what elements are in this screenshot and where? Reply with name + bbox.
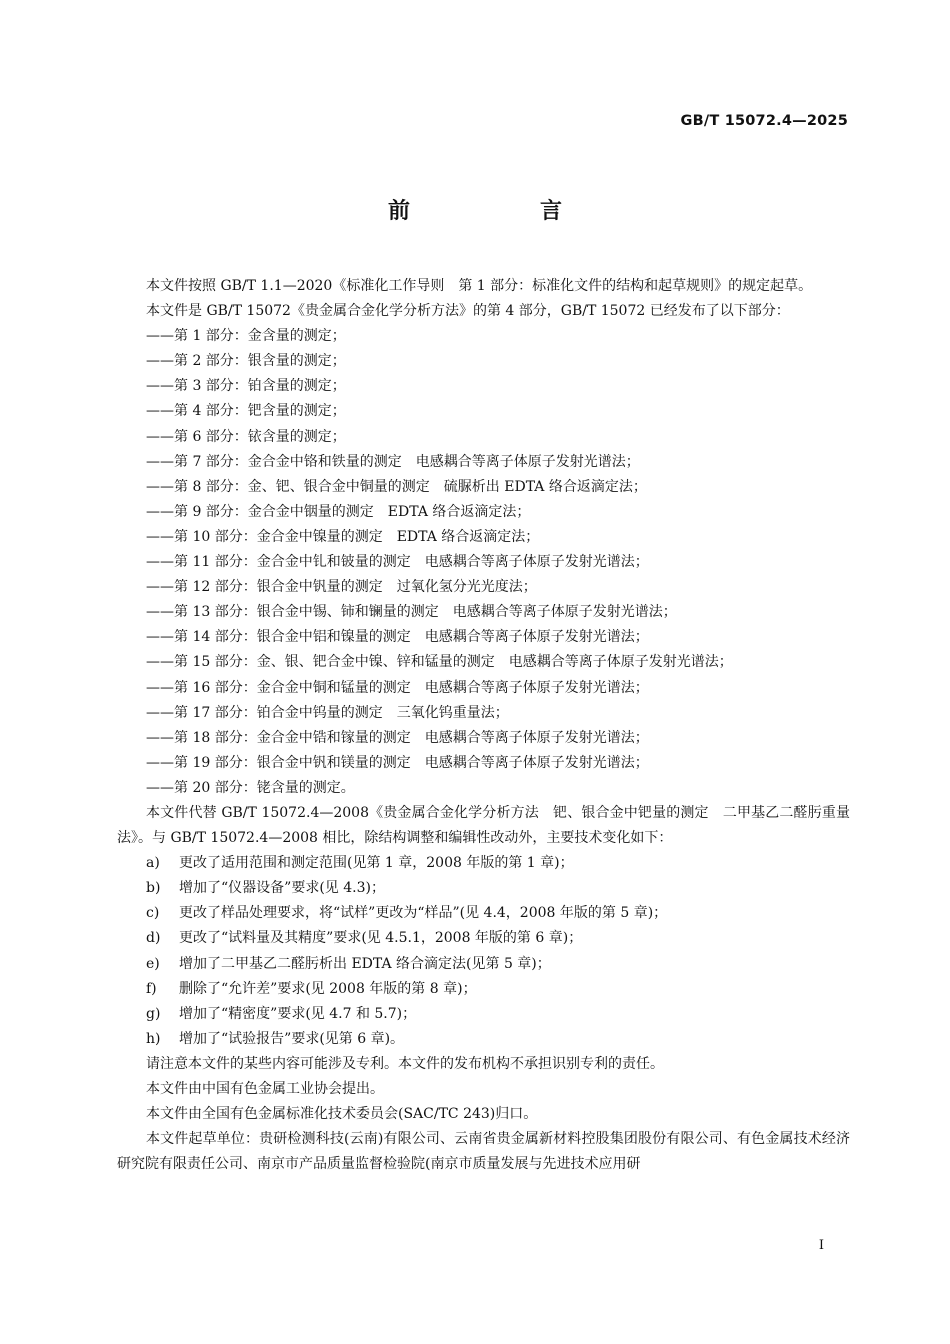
change-item bbox=[117, 952, 850, 977]
part-item: ——第 13 部分：银合金中锡、铈和镧量的测定 电感耦合等离子体原子发射光谱法； bbox=[146, 604, 677, 621]
part-item: ——第 20 部分：铑含量的测定。 bbox=[146, 779, 355, 796]
list-marker: d) bbox=[146, 930, 161, 947]
drafting-units-paragraph: 本文件起草单位：贵研检测科技(云南)有限公司、云南省贵金属新材料控股集团股份有限公司、有色金属技术经济研究院有限责任公司、南京市产品质量监督检验院(南京市质量发展与先进技术应用研 bbox=[117, 1131, 850, 1173]
proposer-paragraph: 本文件由中国有色金属工业协会提出。 bbox=[146, 1081, 384, 1097]
list-marker: b) bbox=[146, 880, 161, 897]
change-text: 增加了二甲基乙二醛肟析出 EDTA 络合滴定法(见第 5 章)； bbox=[179, 955, 551, 972]
list-marker: h) bbox=[146, 1030, 161, 1047]
list-marker: f) bbox=[146, 980, 157, 997]
change-text: 更改了“试料量及其精度”要求(见 4.5.1，2008 年版的第 6 章)； bbox=[179, 930, 583, 947]
change-text: 更改了样品处理要求，将“试样”更改为“样品”(见 4.4，2008 年版的第 5 章)； bbox=[179, 905, 668, 922]
document-code: GB/T 15072.4—2025 bbox=[680, 113, 848, 129]
part-item: ——第 12 部分：银合金中钒量的测定 过氧化氢分光光度法； bbox=[146, 579, 537, 596]
change-text: 增加了“精密度”要求(见 4.7 和 5.7)； bbox=[179, 1005, 417, 1022]
change-item bbox=[117, 926, 850, 951]
part-item: ——第 6 部分：铱含量的测定； bbox=[146, 428, 346, 445]
committee-paragraph: 本文件由全国有色金属标准化技术委员会(SAC/TC 243)归口。 bbox=[146, 1106, 538, 1123]
part-item: ——第 17 部分：铂合金中钨量的测定 三氧化钨重量法； bbox=[146, 704, 509, 721]
section-title: 前 言 bbox=[387, 199, 616, 224]
change-item bbox=[117, 901, 850, 926]
change-text: 增加了“仪器设备”要求(见 4.3)； bbox=[179, 880, 385, 897]
part-item: ——第 9 部分：金合金中铟量的测定 EDTA 络合返滴定法； bbox=[146, 503, 531, 520]
list-marker: g) bbox=[146, 1005, 161, 1022]
intro-paragraph: 本文件按照 GB/T 1.1—2020《标准化工作导则 第 1 部分：标准化文件的结构和起草规则》的规定起草。 bbox=[146, 278, 813, 294]
page-number: I bbox=[818, 1238, 824, 1253]
list-marker: a) bbox=[146, 855, 160, 872]
change-text: 删除了“允许差”要求(见 2008 年版的第 8 章)； bbox=[179, 980, 477, 997]
part-item: ——第 1 部分：金含量的测定； bbox=[146, 328, 346, 345]
change-item bbox=[117, 1002, 850, 1027]
parts-list bbox=[117, 324, 850, 801]
change-text: 更改了适用范围和测定范围(见第 1 章，2008 年版的第 1 章)； bbox=[179, 855, 574, 872]
part-item: ——第 4 部分：钯含量的测定； bbox=[146, 403, 346, 420]
change-item bbox=[117, 876, 850, 901]
part-item: ——第 8 部分：金、钯、银合金中铜量的测定 硫脲析出 EDTA 络合返滴定法； bbox=[146, 478, 647, 495]
part-item: ——第 10 部分：金合金中镍量的测定 EDTA 络合返滴定法； bbox=[146, 528, 540, 545]
part-item: ——第 15 部分：金、银、钯合金中镍、锌和锰量的测定 电感耦合等离子体原子发射光谱法； bbox=[146, 654, 733, 671]
part-item: ——第 7 部分：金合金中铬和铁量的测定 电感耦合等离子体原子发射光谱法； bbox=[146, 453, 640, 470]
change-item bbox=[117, 1027, 850, 1052]
part-item: ——第 16 部分：金合金中铜和锰量的测定 电感耦合等离子体原子发射光谱法； bbox=[146, 679, 649, 696]
part-item: ——第 2 部分：银含量的测定； bbox=[146, 353, 346, 370]
changes-list bbox=[117, 851, 850, 1052]
part-item: ——第 3 部分：铂含量的测定； bbox=[146, 378, 346, 395]
foreword-body bbox=[117, 274, 850, 1177]
list-marker: c) bbox=[146, 905, 160, 922]
change-item bbox=[117, 977, 850, 1002]
part-item: ——第 14 部分：银合金中铝和镍量的测定 电感耦合等离子体原子发射光谱法； bbox=[146, 629, 649, 646]
patent-notice: 请注意本文件的某些内容可能涉及专利。本文件的发布机构不承担识别专利的责任。 bbox=[146, 1055, 664, 1072]
change-item bbox=[117, 851, 850, 876]
change-text: 增加了“试验报告”要求(见第 6 章)。 bbox=[179, 1030, 405, 1047]
intro-paragraph: 本文件是 GB/T 15072《贵金属合金化学分析方法》的第 4 部分，GB/T 15072 已经发布了以下部分： bbox=[146, 303, 790, 320]
list-marker: e) bbox=[146, 955, 160, 972]
replacement-paragraph: 本文件代替 GB/T 15072.4—2008《贵金属合金化学分析方法 钯、银合金中钯量的测定 二甲基乙二醛肟重量法》。与 GB/T 15072.4—2008 相比，除结构调整和编辑性改动外，主要技术变化如下： bbox=[117, 804, 850, 847]
part-item: ——第 19 部分：银合金中钒和镁量的测定 电感耦合等离子体原子发射光谱法； bbox=[146, 754, 649, 771]
part-item: ——第 18 部分：金合金中锆和镓量的测定 电感耦合等离子体原子发射光谱法； bbox=[146, 729, 649, 746]
part-item: ——第 11 部分：金合金中钆和铍量的测定 电感耦合等离子体原子发射光谱法； bbox=[146, 554, 649, 571]
